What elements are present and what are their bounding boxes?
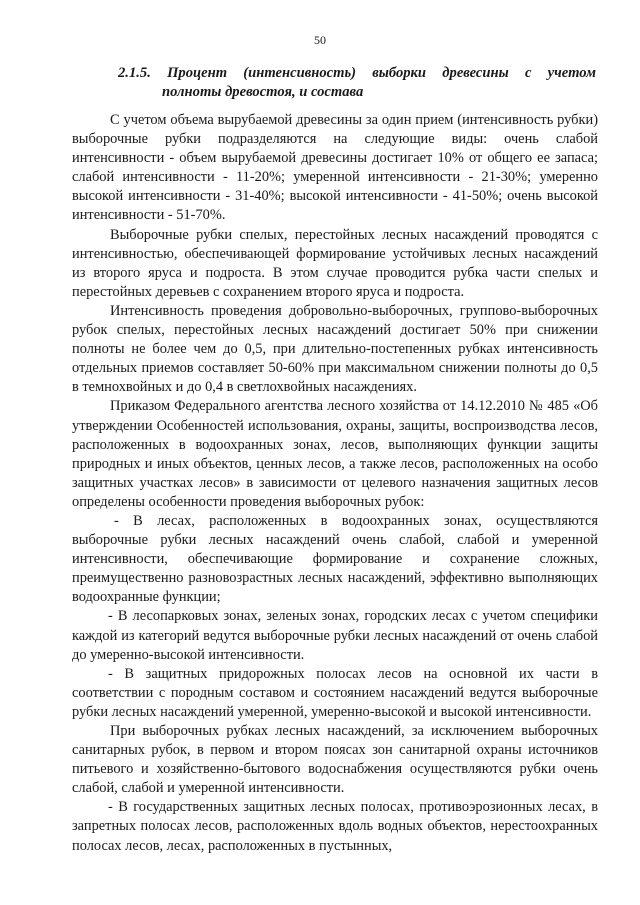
paragraph-intensity-types: С учетом объема вырубаемой древесины за один прием (интенсивность рубки) выборочные рубки подразделяются на следующие виды: очень слабой интенсивности - объем вырубаемой древесины достигает 10% от общего ее запаса; слабой интенсивности - 11-20%; умеренной интенсивности - 21-30%; умеренно высокой интенсивности - 31-40%; высокой интенсивности - 41-50%; очень высокой интенсивности - 51-70%. [72, 112, 598, 224]
paragraph-sanitary-zones: При выборочных рубках лесных насаждений, за исключением выборочных санитарных рубок, в первом и втором поясах зон санитарной охраны источников питьевого и хозяйственно-бытового водоснабжения осуществляются рубки очень слабой, слабой и умеренной интенсивности. [72, 723, 598, 797]
paragraph-order-485: Приказом Федерального агентства лесного хозяйства от 14.12.2010 № 485 «Об утверждении Особенностей использования, охраны, защиты, воспроизводства лесов, расположенных в водоохранных зонах, лесов, выполняющих функции защиты природных и иных объектов, ценных лесов, а также лесов, расположенных на особо защитных участках лесов» в зависимости от целевого назначения защитных лесов определены особенности проведения выборочных рубок: [72, 398, 598, 510]
list-item-protective-forest-strips: - В государственных защитных лесных полосах, противоэрозионных лесах, в запретных полосах лесов, расположенных вдоль водных объектов, нерестоохранных полосах лесов, лесах, расположенных в пустынных, [72, 799, 598, 854]
document-body [72, 111, 598, 856]
section-heading [118, 64, 596, 102]
list-item-water-protection: - В лесах, расположенных в водоохранных зонах, осуществляются выборочные рубки лесных насаждений очень слабой, слабой и умеренной интенсивности, обеспечивающие формирование и сохранение сложных, преимущественно разновозрастных лесных насаждений, эффективно выполняющих водоохранные функции; [72, 512, 598, 606]
list-item-forest-park-zones: - В лесопарковых зонах, зеленых зонах, городских лесах с учетом специфики каждой из категорий ведутся выборочные рубки лесных насаждений от очень слабой до умеренно-высокой интенсивности. [72, 608, 598, 663]
page-number: 50 [314, 33, 326, 47]
paragraph-selective-cuttings: Выборочные рубки спелых, перестойных лесных насаждений проводятся с интенсивностью, обеспечивающей формирование устойчивых лесных насаждений из второго яруса и подроста. В этом случае проводится рубка части спелых и перестойных деревьев с сохранением второго яруса и подроста. [72, 226, 598, 300]
section-heading-line-2: полноты древостоя, и состава [162, 84, 364, 100]
section-heading-line-1: 2.1.5. Процент (интенсивность) выборки древесины с учетом [118, 65, 596, 81]
paragraph-cutting-intensity: Интенсивность проведения добровольно-выборочных, группово-выборочных рубок спелых, перестойных лесных насаждений достигает 50% при снижении полноты не более чем до 0,5, при длительно-постепенных рубках интенсивность отдельных приемов составляет 50-60% при максимальном снижении полноты до 0,5 в темнохвойных и до 0,4 в светлохвойных насаждениях. [72, 302, 598, 396]
list-item-roadside-strips: - В защитных придорожных полосах лесов на основной их части в соответствии с породным составом и состоянием насаждений ведутся выборочные рубки лесных насаждений умеренной, умеренно-высокой и высокой интенсивности. [72, 665, 598, 720]
